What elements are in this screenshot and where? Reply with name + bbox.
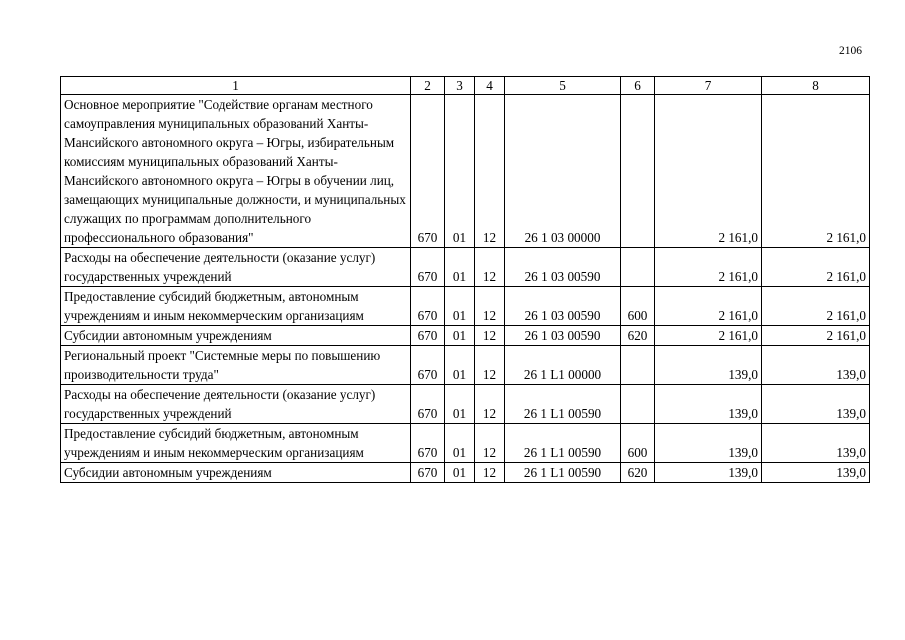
cell-amount-8: 2 161,0 xyxy=(762,326,870,346)
column-header: 3 xyxy=(445,77,475,95)
cell-code-2: 670 xyxy=(411,287,445,326)
cell-code-4: 12 xyxy=(475,346,505,385)
cell-code-5: 26 1 L1 00590 xyxy=(505,385,621,424)
cell-code-4: 12 xyxy=(475,326,505,346)
cell-code-6: 620 xyxy=(621,326,655,346)
cell-code-3: 01 xyxy=(445,346,475,385)
cell-code-6 xyxy=(621,248,655,287)
cell-amount-7: 139,0 xyxy=(655,463,762,483)
row-name: Расходы на обеспечение деятельности (оказание услуг) государственных учреждений xyxy=(61,385,411,424)
cell-code-3: 01 xyxy=(445,326,475,346)
table-row xyxy=(61,346,870,385)
cell-code-4: 12 xyxy=(475,95,505,248)
cell-code-3: 01 xyxy=(445,287,475,326)
cell-amount-8: 139,0 xyxy=(762,424,870,463)
table-header-row xyxy=(61,77,870,95)
cell-amount-8: 2 161,0 xyxy=(762,287,870,326)
cell-amount-7: 2 161,0 xyxy=(655,287,762,326)
cell-amount-7: 139,0 xyxy=(655,346,762,385)
cell-code-5: 26 1 03 00590 xyxy=(505,326,621,346)
cell-code-2: 670 xyxy=(411,424,445,463)
cell-amount-7: 2 161,0 xyxy=(655,326,762,346)
row-name: Региональный проект "Системные меры по повышению производительности труда" xyxy=(61,346,411,385)
cell-amount-8: 139,0 xyxy=(762,463,870,483)
row-name: Субсидии автономным учреждениям xyxy=(61,326,411,346)
cell-code-5: 26 1 03 00590 xyxy=(505,248,621,287)
cell-amount-7: 2 161,0 xyxy=(655,95,762,248)
cell-amount-7: 139,0 xyxy=(655,385,762,424)
column-header: 8 xyxy=(762,77,870,95)
budget-table xyxy=(60,76,870,483)
column-header: 4 xyxy=(475,77,505,95)
cell-code-5: 26 1 L1 00000 xyxy=(505,346,621,385)
cell-amount-8: 139,0 xyxy=(762,346,870,385)
cell-amount-7: 139,0 xyxy=(655,424,762,463)
page-number: 2106 xyxy=(839,45,862,57)
cell-code-4: 12 xyxy=(475,463,505,483)
column-header: 6 xyxy=(621,77,655,95)
cell-amount-8: 139,0 xyxy=(762,385,870,424)
cell-code-3: 01 xyxy=(445,95,475,248)
cell-code-4: 12 xyxy=(475,385,505,424)
column-header: 5 xyxy=(505,77,621,95)
cell-code-5: 26 1 L1 00590 xyxy=(505,424,621,463)
cell-code-6: 600 xyxy=(621,424,655,463)
cell-amount-7: 2 161,0 xyxy=(655,248,762,287)
row-name: Основное мероприятие "Содействие органам местного самоуправления муниципальных образований Ханты-Мансийского автономного округа – Югры, избирательным комиссиям муниципальных образований Ханты-Мансийского автономного округа – Югры в обучении лиц, замещающих муниципальные должности, и муниципальных служащих по программам дополнительного профессионального образования" xyxy=(61,95,411,248)
cell-code-3: 01 xyxy=(445,463,475,483)
cell-code-2: 670 xyxy=(411,326,445,346)
cell-code-4: 12 xyxy=(475,248,505,287)
column-header: 7 xyxy=(655,77,762,95)
cell-code-6 xyxy=(621,95,655,248)
column-header: 1 xyxy=(61,77,411,95)
column-header: 2 xyxy=(411,77,445,95)
cell-code-2: 670 xyxy=(411,346,445,385)
cell-code-5: 26 1 03 00000 xyxy=(505,95,621,248)
table-row xyxy=(61,385,870,424)
table-row xyxy=(61,463,870,483)
row-name: Расходы на обеспечение деятельности (оказание услуг) государственных учреждений xyxy=(61,248,411,287)
cell-code-2: 670 xyxy=(411,248,445,287)
table-row xyxy=(61,326,870,346)
table-row xyxy=(61,95,870,248)
cell-code-3: 01 xyxy=(445,385,475,424)
table-row xyxy=(61,287,870,326)
cell-code-6 xyxy=(621,346,655,385)
table-row xyxy=(61,248,870,287)
cell-code-5: 26 1 L1 00590 xyxy=(505,463,621,483)
cell-code-6: 620 xyxy=(621,463,655,483)
cell-code-4: 12 xyxy=(475,424,505,463)
cell-code-3: 01 xyxy=(445,424,475,463)
cell-code-4: 12 xyxy=(475,287,505,326)
row-name: Субсидии автономным учреждениям xyxy=(61,463,411,483)
cell-code-2: 670 xyxy=(411,385,445,424)
row-name: Предоставление субсидий бюджетным, автономным учреждениям и иным некоммерческим организациям xyxy=(61,424,411,463)
cell-amount-8: 2 161,0 xyxy=(762,248,870,287)
cell-code-2: 670 xyxy=(411,463,445,483)
cell-amount-8: 2 161,0 xyxy=(762,95,870,248)
cell-code-6 xyxy=(621,385,655,424)
cell-code-3: 01 xyxy=(445,248,475,287)
row-name: Предоставление субсидий бюджетным, автономным учреждениям и иным некоммерческим организациям xyxy=(61,287,411,326)
cell-code-2: 670 xyxy=(411,95,445,248)
table-row xyxy=(61,424,870,463)
cell-code-5: 26 1 03 00590 xyxy=(505,287,621,326)
cell-code-6: 600 xyxy=(621,287,655,326)
